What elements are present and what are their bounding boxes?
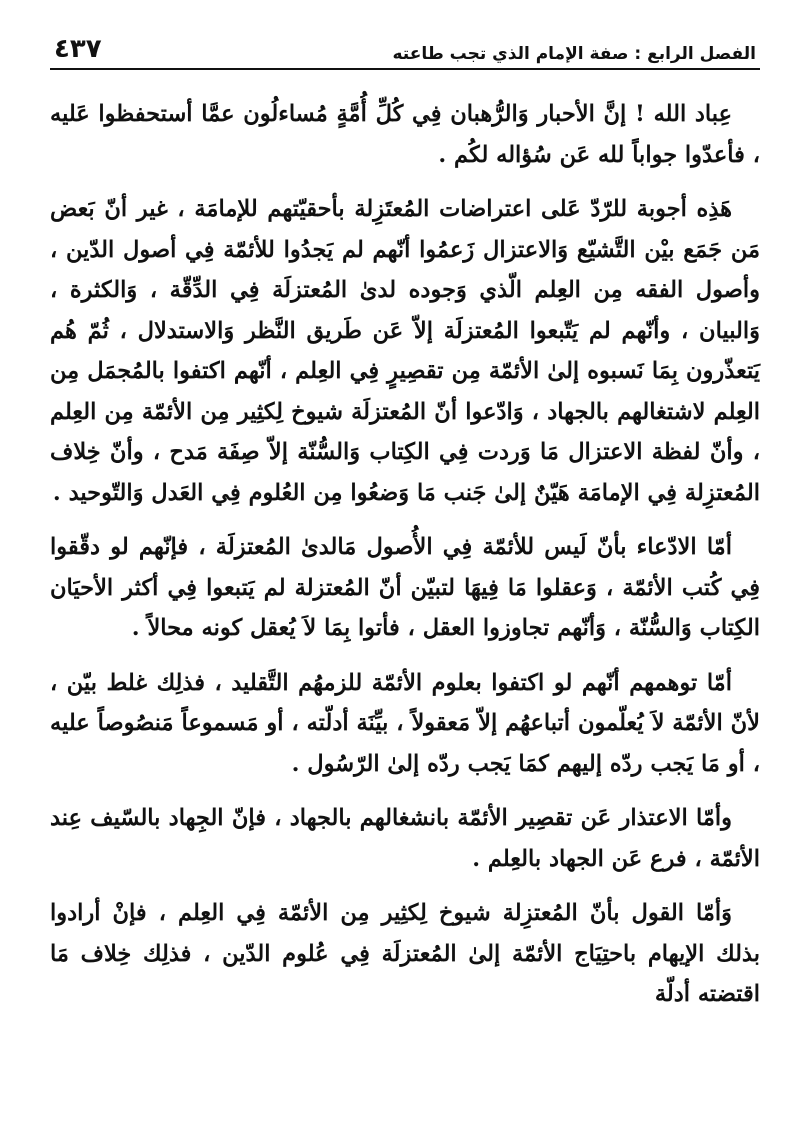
paragraph: عِباد الله ! إنَّ الأحبار وَالرُّهبان فِي كُلِّ أُمَّةٍ مُساءلُون عمَّا أستحفظوا عَليه ، فأعدّوا جواباً لله عَن سُؤاله لكُم . <box>50 101 760 168</box>
paragraph: هَذِه أجوبة للرّدّ عَلى اعتراضات المُعتَزِلة بأحقيّتهم للإمامَة ، غير أنّ بَعض مَن جَمَع بيْن التَّشيّع وَالاعتزال زَعمُوا أنّهم لم يَجدُوا للأئمّة فِي أصول الدّين ، وأصول الفقه مِن العِلم الّذي وَجوده لدىٰ المُعتزلَة فِي الدِّقّة ، وَالكثرة ، وَالبيان ، وأنّهم لم يَتّبعوا المُعتزلَة إلاّ عَن طَريق النَّظر وَالاستدلال ، ثُمّ هُم يَتعذّرون بِمَا نَسبوه إلىٰ الأئمّة مِن تقصِيرٍ فِي العِلم ، أنّهم اكتفوا بالمُجمَل مِن العِلم لاشتغالهم بالجهاد ، وَادّعوا أنّ المُعتزلَة شيوخ لِكثِير مِن الأئمّة مِن العِلم ، وأنّ لفظة الاعتزال مَا وَردت فِي الكِتاب وَالسُّنّة إلاّ صِفَة مَدح ، وأنّ خِلاف المُعتزِلة فِي الإمامَة هَيّنٌ إلىٰ جَنب مَا وَضعُوا مِن العُلوم فِي العَدل وَالتّوحيد . <box>50 196 760 506</box>
book-page <box>50 28 760 1118</box>
header-rule <box>50 68 760 70</box>
page-number: ٤٣٧ <box>54 34 102 64</box>
paragraph: أمّا توهمهم أنّهم لو اكتفوا بعلوم الأئمّة للزمهُم التَّقليد ، فذلِك غلط بيّن ، لأنّ الأئمّة لاَ يُعلّمون أتباعهُم إلاّ مَعقولاً ، بيِّنَة أدلّته ، أو مَسموعاً مَنصُوصاً عليه ، أو مَا يَجب ردّه إليهم كمَا يَجب ردّه إلىٰ الرّسُول . <box>50 669 760 777</box>
body-text <box>50 94 760 1015</box>
paragraph: أمّا الادّعاء بأنّ لَيس للأئمّة فِي الأُصول مَالدىٰ المُعتزلَة ، فإنّهم لو دقّقوا فِي كُتب الأئمّة ، وَعقلوا مَا فِيهَا لتبيّن أنّ المُعتزلة لم يَتبعوا فِي أكثر الأحيَان الكِتاب وَالسُّنّة ، وَأنّهم تجاوزوا العقل ، فأتوا بِمَا لاَ يُعقل كونه محالاً . <box>50 534 760 641</box>
paragraph: وأمّا الاعتذار عَن تقصِير الأئمّة بانشغالهم بالجهاد ، فإنّ الجِهاد بالسّيف عِند الأئمّة ، فرع عَن الجهاد بالعِلم . <box>50 805 760 872</box>
chapter-title: الفصل الرابع : صفة الإمام الذي تجب طاعته <box>392 44 756 64</box>
running-header <box>50 28 760 68</box>
paragraph: وَأمّا القول بأنّ المُعتزِلة شيوخ لِكثِير مِن الأئمّة فِي العِلم ، فإنْ أرادوا بذلك الإيهام باحتِيَاج الأئمّة إلىٰ المُعتزلَة فِي عُلوم الدّين ، فذلِك خِلاف مَا اقتضته أدلّة <box>50 900 760 1007</box>
